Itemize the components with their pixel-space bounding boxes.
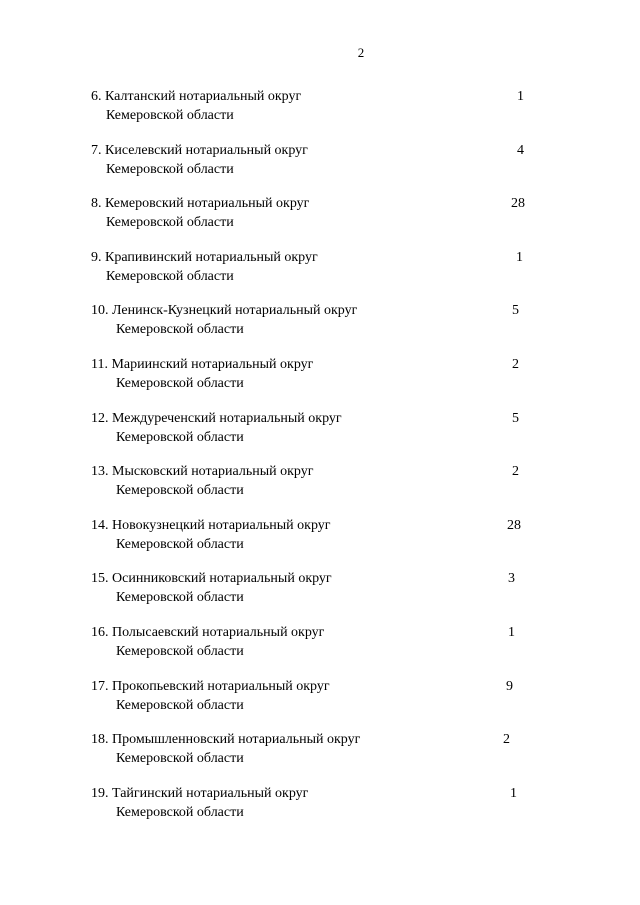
district-region: Кемеровской области xyxy=(116,751,244,767)
list-item xyxy=(0,678,640,732)
district-region: Кемеровской области xyxy=(116,483,244,499)
district-region: Кемеровской области xyxy=(116,804,244,820)
list-item xyxy=(0,410,640,464)
district-name: 8. Кемеровский нотариальный округ xyxy=(91,196,310,212)
district-name: 17. Прокопьевский нотариальный округ xyxy=(91,678,330,694)
district-region: Кемеровской области xyxy=(116,643,244,659)
notary-count: 1 xyxy=(510,785,517,801)
notary-count: 5 xyxy=(512,410,519,426)
list-item xyxy=(0,88,640,142)
district-region: Кемеровской области xyxy=(106,268,234,284)
district-name: 10. Ленинск-Кузнецкий нотариальный округ xyxy=(91,303,358,319)
district-name: 11. Мариинский нотариальный округ xyxy=(91,356,314,372)
district-region: Кемеровской области xyxy=(116,322,244,338)
district-name: 19. Тайгинский нотариальный округ xyxy=(91,785,309,801)
notary-count: 2 xyxy=(503,732,510,748)
district-region: Кемеровской области xyxy=(116,590,244,606)
list-item xyxy=(0,570,640,624)
list-item xyxy=(0,785,640,839)
notary-count: 2 xyxy=(512,464,519,480)
list-item xyxy=(0,517,640,571)
page-number-text: 2 xyxy=(357,45,365,60)
notary-count: 2 xyxy=(512,356,519,372)
notary-count: 9 xyxy=(506,678,513,694)
district-region: Кемеровской области xyxy=(106,108,234,123)
notary-count: 1 xyxy=(508,624,515,640)
list-item xyxy=(0,249,640,303)
notary-count: 3 xyxy=(508,571,515,587)
list-item xyxy=(0,356,640,410)
district-region: Кемеровской области xyxy=(116,429,244,445)
district-name: 16. Полысаевский нотариальный округ xyxy=(91,624,325,640)
district-name: 6. Калтанский нотариальный округ xyxy=(91,89,302,104)
notary-count: 1 xyxy=(516,249,523,265)
district-region: Кемеровской области xyxy=(116,536,244,552)
list-item xyxy=(0,731,640,785)
district-name: 14. Новокузнецкий нотариальный округ xyxy=(91,517,331,533)
list-item xyxy=(0,142,640,196)
list-item xyxy=(0,463,640,517)
notary-count: 5 xyxy=(512,303,519,319)
notary-district-list xyxy=(0,88,640,838)
district-region: Кемеровской области xyxy=(106,215,234,231)
list-item xyxy=(0,624,640,678)
district-region: Кемеровской области xyxy=(116,375,244,391)
list-item xyxy=(0,195,640,249)
district-name: 18. Промышленновский нотариальный округ xyxy=(91,732,361,748)
district-region: Кемеровской области xyxy=(116,697,244,713)
district-name: 7. Киселевский нотариальный округ xyxy=(91,142,308,158)
district-name: 9. Крапивинский нотариальный округ xyxy=(91,249,318,265)
district-name: 15. Осинниковский нотариальный округ xyxy=(91,571,332,587)
list-item xyxy=(0,302,640,356)
page-number xyxy=(0,45,640,61)
district-region: Кемеровской области xyxy=(106,161,234,177)
notary-count: 4 xyxy=(517,142,524,158)
notary-count: 1 xyxy=(517,89,524,104)
notary-count: 28 xyxy=(511,196,525,212)
district-name: 13. Мысковский нотариальный округ xyxy=(91,464,314,480)
district-name: 12. Междуреченский нотариальный округ xyxy=(91,410,342,426)
notary-count: 28 xyxy=(507,517,521,533)
